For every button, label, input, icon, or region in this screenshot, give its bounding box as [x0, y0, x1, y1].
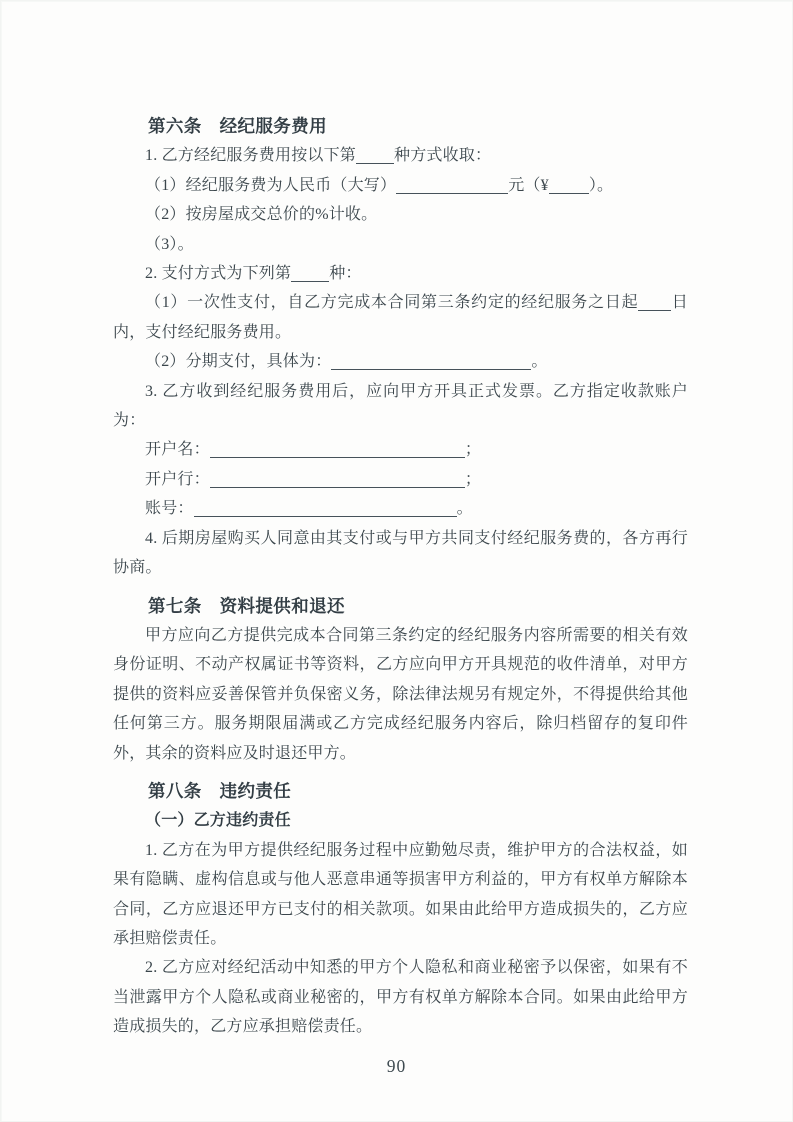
clause-heading — [113, 112, 688, 141]
text-run: 开户名： — [145, 441, 210, 459]
text-run: 第六条 经纪服务费用 — [148, 116, 327, 136]
text-run: （3）。 — [145, 235, 194, 253]
text-run: 第八条 违约责任 — [148, 780, 292, 801]
paragraph — [113, 171, 688, 200]
paragraph — [113, 836, 688, 954]
text-run: 。 — [456, 500, 473, 518]
clause-heading — [113, 592, 688, 621]
text-run: 2. 支付方式为下列第 — [145, 265, 292, 283]
text-run: 账号： — [145, 500, 194, 518]
paragraph — [113, 621, 688, 768]
contract-body — [113, 112, 688, 1042]
text-run: 1. 乙方在为甲方提供经纪服务过程中应勤勉尽责，维护甲方的合法权益，如果有隐瞒、虚构信息或与他人恶意串通等损害甲方利益的，甲方有权单方解除本合同，乙方应退还甲方已支付的相关款项。如果由此给甲方造成损失的，乙方应承担赔偿责任。 — [113, 841, 688, 947]
paragraph — [113, 141, 688, 170]
blank-fill-in-field — [291, 266, 329, 282]
blank-fill-in-field — [396, 178, 508, 194]
text-run: （1）经纪服务费为人民币（大写） — [145, 176, 397, 194]
paragraph — [113, 377, 688, 436]
clause-heading — [113, 777, 688, 806]
text-run: 。 — [531, 353, 548, 371]
text-run: （2）按房屋成交总价的%计收。 — [145, 206, 378, 224]
paragraph — [113, 200, 688, 229]
text-run: （一）乙方违约责任 — [145, 812, 291, 830]
text-run: 第七条 资料提供和退还 — [148, 595, 345, 616]
text-run: 开户行： — [145, 470, 210, 488]
text-run: 日内，支付经纪服务费用。 — [113, 294, 688, 341]
paragraph — [113, 494, 688, 523]
text-run: 1. 乙方经纪服务费用按以下第 — [145, 147, 357, 165]
blank-fill-in-field — [210, 442, 465, 458]
page-number: 90 — [386, 1056, 407, 1076]
text-run: 元（¥ — [508, 176, 549, 194]
blank-fill-in-field — [210, 472, 465, 488]
paragraph — [113, 288, 688, 347]
blank-fill-in-field — [356, 148, 394, 164]
paragraph — [113, 524, 688, 583]
blank-fill-in-field — [549, 178, 589, 194]
paragraph — [113, 347, 688, 376]
text-run: 种： — [329, 265, 362, 283]
paragraph — [113, 259, 688, 288]
text-run: ； — [464, 470, 482, 488]
text-run: 2. 乙方应对经纪活动中知悉的甲方个人隐私和商业秘密予以保密，如果有不当泄露甲方个人隐私或商业秘密的，甲方有权单方解除本合同。如果由此给甲方造成损失的，乙方应承担赔偿责任。 — [113, 959, 688, 1036]
text-run: ）。 — [588, 176, 614, 194]
text-run: ； — [464, 441, 482, 459]
clause-subheading — [113, 806, 688, 835]
blank-fill-in-field — [194, 501, 457, 517]
paragraph — [113, 230, 688, 259]
blank-fill-in-field — [331, 354, 531, 370]
text-run: 3. 乙方收到经纪服务费用后，应向甲方开具正式发票。乙方指定收款账户为： — [113, 382, 688, 430]
text-run: 甲方应向乙方提供完成本合同第三条约定的经纪服务内容所需要的相关有效身份证明、不动产权属证书等资料，乙方应向甲方开具规范的收件清单，对甲方提供的资料应妥善保管并负保密义务，除法律法规另有规定外，不得提供给其他任何第三方。服务期限届满或乙方完成经纪服务内容后，除归档留存的复印件外，其余的资料应及时退还甲方。 — [113, 626, 688, 762]
text-run: （1）一次性支付，自乙方完成本合同第三条约定的经纪服务之日起 — [145, 294, 639, 312]
paragraph — [113, 465, 688, 494]
paragraph — [113, 435, 688, 464]
text-run: （2）分期支付，具体为： — [145, 353, 332, 371]
text-run: 种方式收取： — [394, 147, 492, 165]
text-run: 4. 后期房屋购买人同意由其支付或与甲方共同支付经纪服务费的，各方再行协商。 — [113, 529, 688, 577]
blank-fill-in-field — [638, 295, 671, 311]
paragraph — [113, 953, 688, 1041]
